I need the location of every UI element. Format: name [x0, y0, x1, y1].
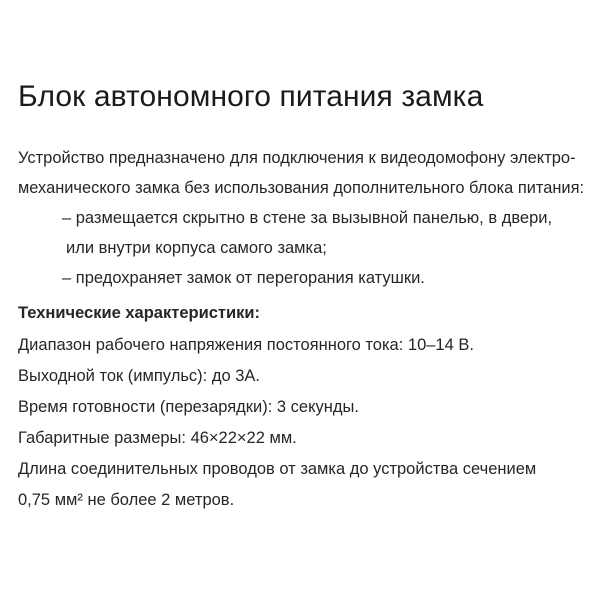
bullet-1-line-1: – размещается скрытно в стене за вызывной панелью, в двери, — [62, 209, 553, 227]
specs-heading: Технические характеристики: — [18, 304, 261, 322]
spec-output-current: Выходной ток (импульс): до 3А. — [18, 367, 260, 385]
spec-wire-length-line-1: Длина соединительных проводов от замка до устройства сечением — [18, 460, 537, 478]
page-title: Блок автономного питания замка — [18, 80, 484, 113]
spec-voltage: Диапазон рабочего напряжения постоянного тока: 10–14 В. — [18, 336, 474, 354]
spec-dimensions: Габаритные размеры: 46×22×22 мм. — [18, 429, 297, 447]
intro-line-2: механического замка без использования дополнительного блока питания: — [18, 179, 585, 197]
intro-line-1: Устройство предназначено для подключения к видеодомофону электро- — [18, 149, 576, 167]
bullet-2-line-1: – предохраняет замок от перегорания катушки. — [62, 269, 425, 287]
spec-wire-length-line-2: 0,75 мм² не более 2 метров. — [18, 491, 235, 509]
spec-ready-time: Время готовности (перезарядки): 3 секунды. — [18, 398, 359, 416]
bullet-1-line-2: или внутри корпуса самого замка; — [66, 239, 327, 257]
